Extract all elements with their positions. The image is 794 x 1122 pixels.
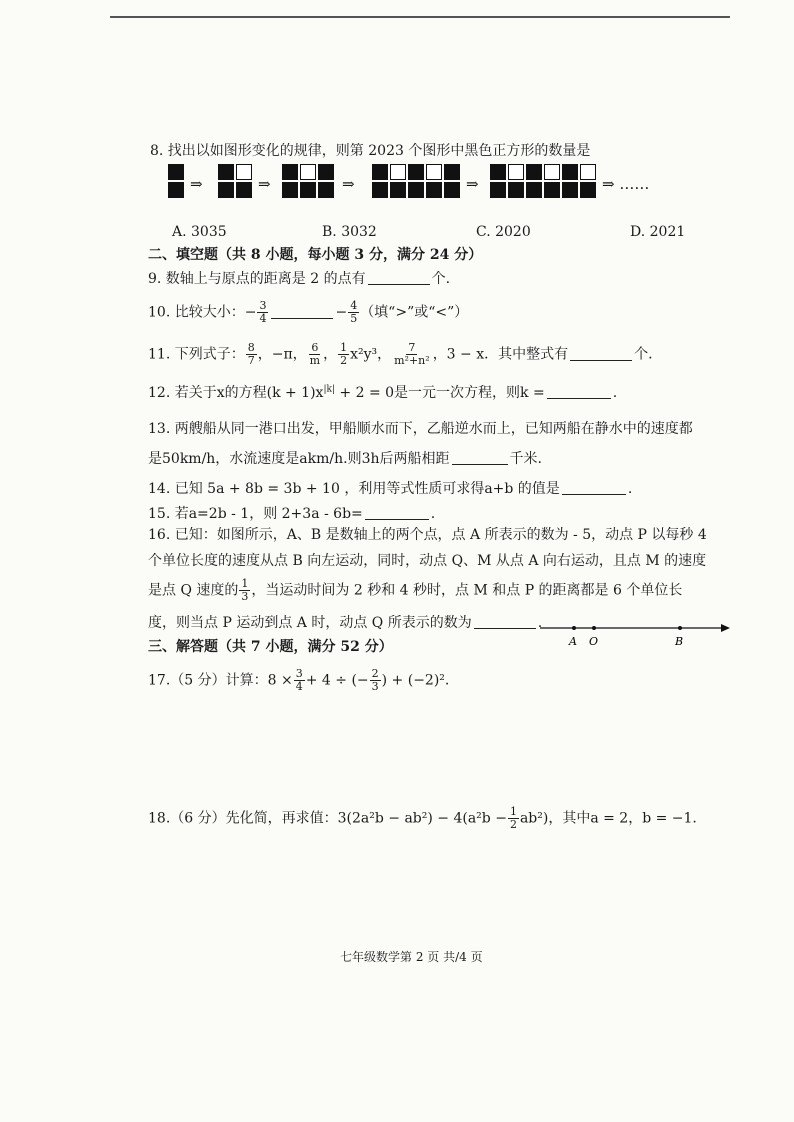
arrow-ellipsis: ⇒ …… [602,175,650,193]
label-a: A [569,635,577,648]
q16-line-3: 是点 Q 速度的 $\frac{1}{3}$ ，当运动时间为 2 秒和 4 秒时，点 M 和点 P 的距离都是 6 个单位长 [148,577,683,603]
section-2-heading: 二、填空题（共 8 小题，每小题 3 分，满分 24 分） [148,247,483,263]
q8-option-b: B. 3032 [322,224,377,240]
q14-answer-blank[interactable] [562,480,626,495]
q8-option-d: D. 2021 [630,224,686,240]
q15: 15. 若a=2b - 1，则 2+3a - 6b= . [148,506,436,522]
q8-option-a: A. 3035 [172,224,227,240]
q8-option-c: C. 2020 [476,224,531,240]
number-line-arrowhead [721,624,730,632]
q16-line-4: 度，则当点 P 运动到点 A 时，动点 Q 所表示的数为 . [148,615,543,631]
q9-answer-blank[interactable] [368,270,430,285]
page-footer: 七年级数学第 2 页 共/4 页 [340,950,483,964]
q13-answer-blank[interactable] [452,450,508,465]
arrow-2: ⇒ [258,175,271,193]
point-b-dot [678,626,682,630]
point-o-dot [592,626,596,630]
number-line-figure [540,620,730,648]
top-rule [110,16,730,18]
arrow-4: ⇒ [466,175,479,193]
section-3-heading: 三、解答题（共 7 小题，满分 52 分） [148,639,393,655]
q8-text: 8. 找出以如图形变化的规律，则第 2023 个图形中黑色正方形的数量是 [150,143,591,159]
q14: 14. 已知 5a + 8b = 3b + 10 ，利用等式性质可求得a+b 的值是 . [148,481,633,497]
q17: 17.（5 分）计算：8 × $\frac{3}{4}$ + 4 ÷ (− $\frac{2}{3}$ ) + (−2)². [148,667,450,693]
arrow-1: ⇒ [190,175,203,193]
q16-answer-blank[interactable] [474,614,536,629]
label-b: B [675,635,684,648]
point-a-dot [572,626,576,630]
q13-line-1: 13. 两艘船从同一港口出发，甲船顺水而下，乙船逆水而上，已知两船在静水中的速度都 [148,421,693,437]
q16-line-1: 16. 已知：如图所示，A、B 是数轴上的两个点，点 A 所表示的数为 - 5，动点 P 以每秒 4 [148,527,707,543]
label-o: O [589,635,599,648]
q11-answer-blank[interactable] [570,346,632,361]
q13-line-2: 是50km/h，水流速度是akm/h.则3h后两船相距 千米. [148,451,542,467]
q10: 10. 比较大小：− $\frac{3}{4}$ − $\frac{4}{5}$ （填“>”或“<”） [148,299,469,325]
arrow-3: ⇒ [342,175,355,193]
q18: 18.（6 分）先化简，再求值：3(2a²b − ab²) − 4(a²b − $\frac{1}{2}$ ab²)，其中a = 2，b = −1. [148,805,697,831]
q10-answer-blank[interactable] [271,304,333,319]
q9: 9. 数轴上与原点的距离是 2 的点有 个. [148,271,451,287]
q12-answer-blank[interactable] [547,384,611,399]
q11: 11. 下列式子： $\frac{8}{7}$ ，−π， $\frac{6}{m}$ ， $\frac{1}{2}$ x²y³， $\frac{7}{\text{m²+n²}}$ ，3 − x．其中整式有 个. [148,341,653,367]
q15-answer-blank[interactable] [365,505,429,520]
q16-line-2: 个单位长度的速度从点 B 向左运动，同时，动点 Q、M 从点 A 向右运动，且点 M 的速度 [148,553,707,569]
q12: 12. 若关于x的方程$(k + 1)x^{|k|} + 2 = 0$是一元一次方程，则k = . [148,384,618,401]
